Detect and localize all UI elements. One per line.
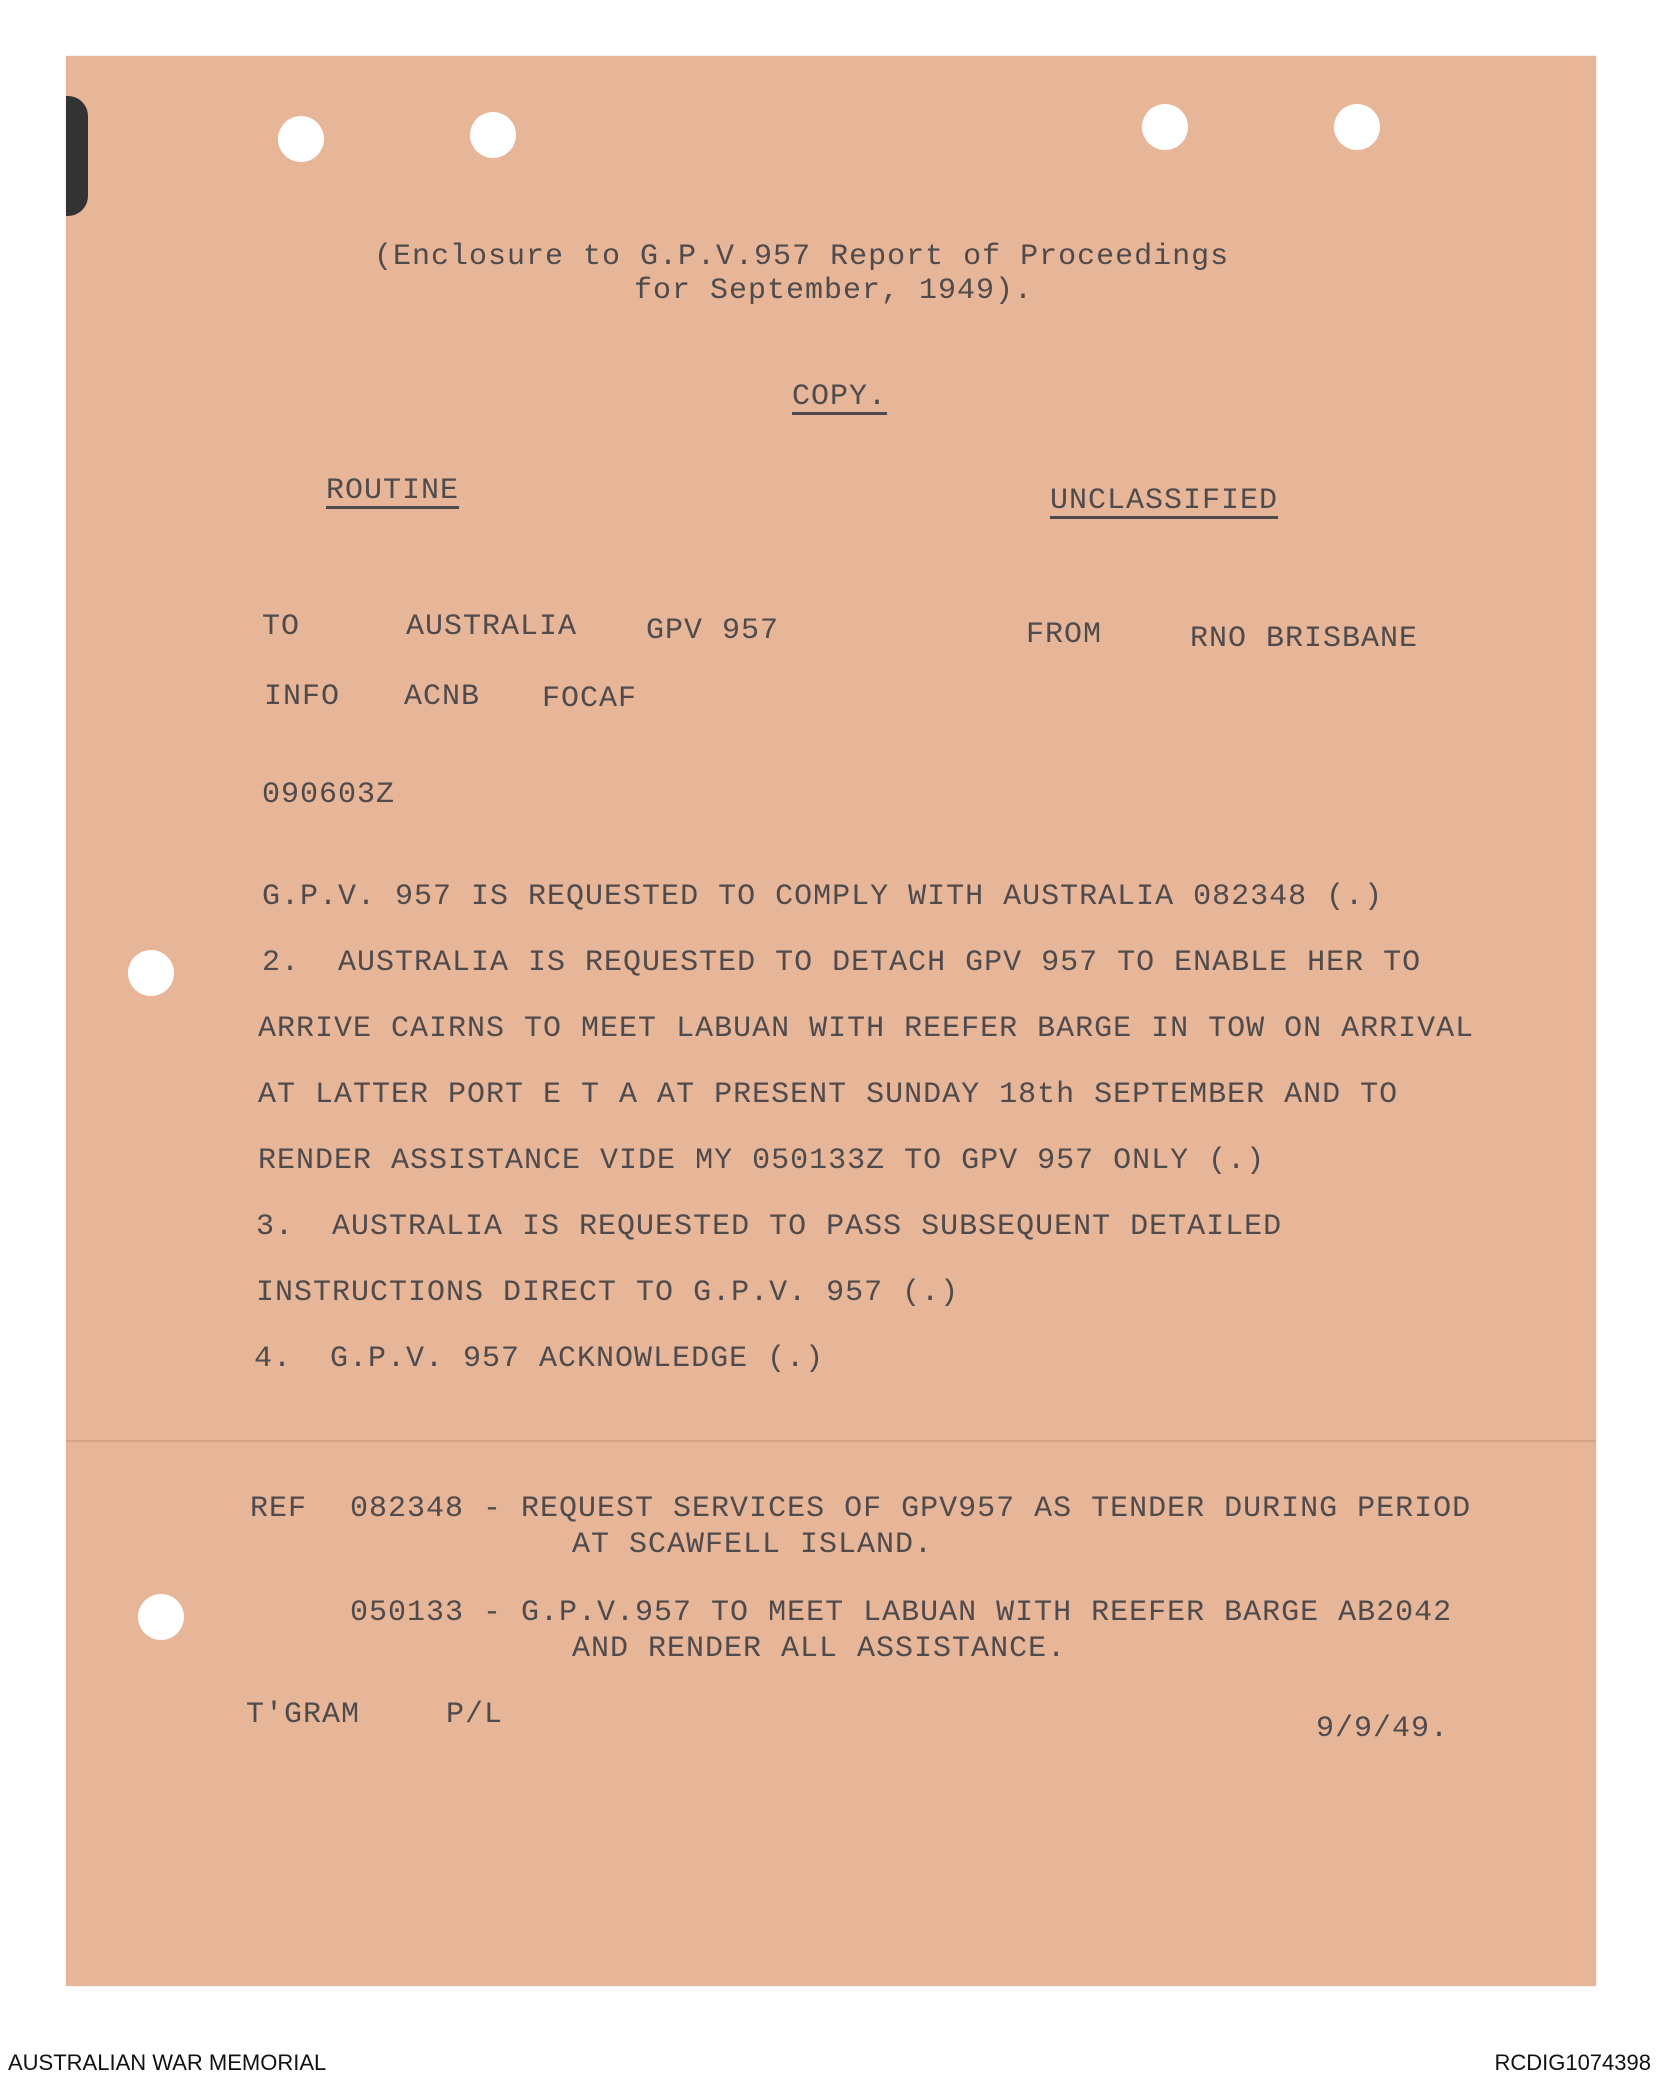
- fold-line: [66, 1440, 1596, 1442]
- document-page: [66, 56, 1596, 1986]
- ref-label: REF: [250, 1492, 308, 1526]
- ref-1-line-2: AT SCAWFELL ISLAND.: [572, 1528, 934, 1562]
- punch-hole: [1142, 104, 1188, 150]
- message-line-1: G.P.V. 957 IS REQUESTED TO COMPLY WITH AUSTRALIA 082348 (.): [262, 880, 1384, 914]
- message-line-6: 3. AUSTRALIA IS REQUESTED TO PASS SUBSEQUENT DETAILED: [256, 1210, 1283, 1244]
- message-line-8: 4. G.P.V. 957 ACKNOWLEDGE (.): [254, 1342, 825, 1376]
- info-addressee-1: ACNB: [404, 680, 481, 714]
- punch-hole: [1334, 104, 1380, 150]
- from-label: FROM: [1026, 618, 1103, 652]
- transmission-method: T'GRAM: [246, 1698, 361, 1732]
- punch-hole: [278, 116, 324, 162]
- message-line-3: ARRIVE CAIRNS TO MEET LABUAN WITH REEFER BARGE IN TOW ON ARRIVAL: [258, 1012, 1475, 1046]
- punch-hole: [128, 950, 174, 996]
- punch-hole: [470, 112, 516, 158]
- footer-record-id: RCDIG1074398: [1494, 2050, 1651, 2075]
- ref-1-line-1: 082348 - REQUEST SERVICES OF GPV957 AS TENDER DURING PERIOD: [350, 1492, 1472, 1526]
- message-line-5: RENDER ASSISTANCE VIDE MY 050133Z TO GPV 957 ONLY (.): [258, 1144, 1266, 1178]
- message-line-7: INSTRUCTIONS DIRECT TO G.P.V. 957 (.): [256, 1276, 960, 1310]
- message-date: 9/9/49.: [1316, 1712, 1450, 1746]
- ref-2-line-1: 050133 - G.P.V.957 TO MEET LABUAN WITH REEFER BARGE AB2042: [350, 1596, 1453, 1630]
- info-addressee-2: FOCAF: [542, 682, 638, 716]
- info-label: INFO: [264, 680, 341, 714]
- enclosure-header-line-1: (Enclosure to G.P.V.957 Report of Proceedings: [374, 240, 1230, 274]
- date-time-group: 090603Z: [262, 778, 396, 812]
- message-line-4: AT LATTER PORT E T A AT PRESENT SUNDAY 18th SEPTEMBER AND TO: [258, 1078, 1399, 1112]
- to-addressee-2: GPV 957: [646, 614, 780, 648]
- plain-language-marker: P/L: [446, 1698, 504, 1732]
- priority-label: ROUTINE: [326, 474, 460, 508]
- punch-hole: [138, 1594, 184, 1640]
- to-addressee-1: AUSTRALIA: [406, 610, 578, 644]
- ref-2-line-2: AND RENDER ALL ASSISTANCE.: [572, 1632, 1067, 1666]
- copy-label: COPY.: [792, 380, 888, 414]
- message-line-2: 2. AUSTRALIA IS REQUESTED TO DETACH GPV 957 TO ENABLE HER TO: [262, 946, 1422, 980]
- to-label: TO: [262, 610, 301, 644]
- from-originator: RNO BRISBANE: [1190, 622, 1419, 656]
- binder-edge: [66, 96, 88, 216]
- enclosure-header-line-2: for September, 1949).: [634, 274, 1034, 308]
- classification-label: UNCLASSIFIED: [1050, 484, 1279, 518]
- footer-source: AUSTRALIAN WAR MEMORIAL: [8, 2050, 327, 2075]
